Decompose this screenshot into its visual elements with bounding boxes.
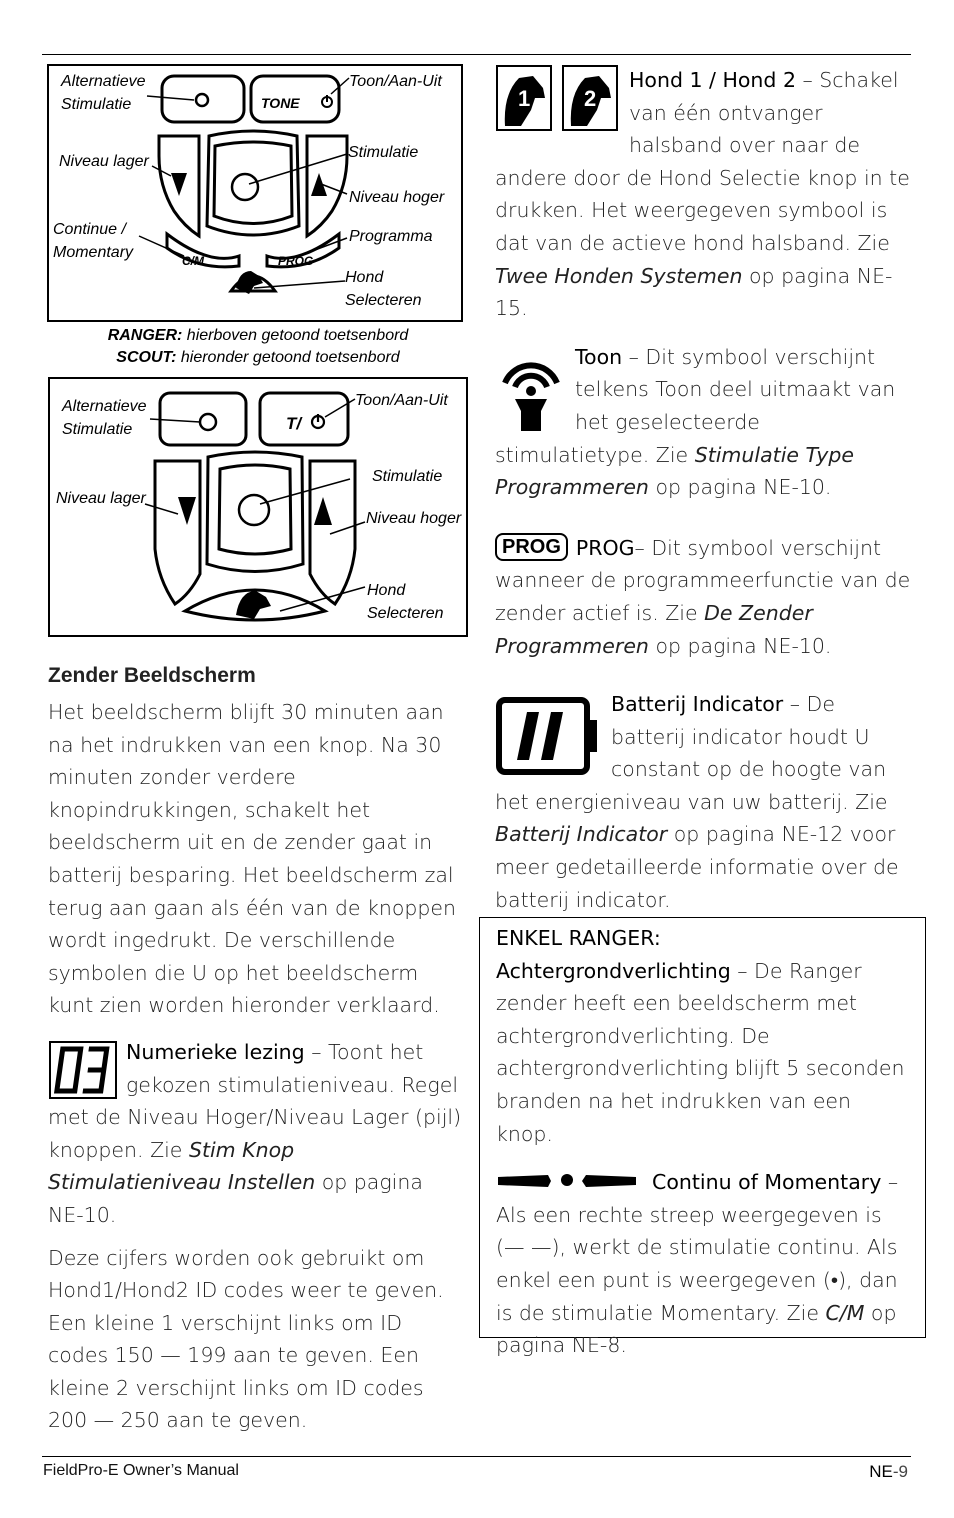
tone-paragraph: Toon – Dit symbool verschijnt telkens Toon deel uitmaakt van het geselecteerde stimulatietype. Zie Stimulatie Type Programmeren op pagina NE-10.: [495, 344, 896, 500]
ranger-only-box: [479, 917, 926, 1358]
section-heading: Zender Beeldscherm: [48, 664, 256, 687]
display-paragraph: Het beeldscherm blijft 30 minuten aan na het indrukken van een knop. Na 30 minuten zonder verdere knopindrukkingen, schakelt het beeldscherm uit en de zender gaat in batterij besparing. Het beeldscherm zal terug aan gaan als één van de knoppen wordt ingedrukt. De verschillende symbolen die U op het beeldscherm kunt zien worden hieronder verklaard.: [48, 700, 457, 1018]
numeric-term: Numerieke lezing: [126, 1039, 305, 1064]
scout-keypad-figure: [48, 377, 468, 637]
cm-ref: C/M: [825, 1300, 865, 1325]
scout-label-alt-stim: Alternatieve Stimulatie: [62, 398, 147, 438]
scout-label-tone: Toon/Aan-Uit: [355, 392, 448, 409]
cm-paragraph: Continu of Momentary – Als een rechte streep weergegeven is (— —), werkt de stimulatie continu. Als enkel een punt is weergegeven (•), dan is de stimulatie Momentary. Zie C/M op pagina NE-8.: [496, 1170, 899, 1358]
left-column: [48, 660, 464, 1437]
battery-ref: Batterij Indicator: [495, 822, 668, 847]
label-cm: Continue / Momentary: [53, 221, 134, 261]
ranger-keypad-figure: [47, 64, 463, 322]
footer-page-number: NE-9: [869, 1462, 908, 1481]
dog-ref: Twee Honden Systemen: [495, 263, 743, 288]
battery-icon: [495, 694, 603, 778]
scout-tone-key-label: T/: [286, 414, 302, 433]
dog-term: Hond 1 / Hond 2: [629, 68, 796, 92]
prog-term: PROG: [575, 535, 635, 560]
prog-paragraph: PROG PROG– Dit symbool verschijnt wanneer de programmeerfunctie van de zender actief is. Zie De Zender Programmeren op pagina NE-10.: [495, 532, 911, 662]
scout-label-level-up: Niveau hoger: [366, 510, 462, 527]
footer-manual-title: FieldPro-E Owner’s Manual: [43, 1462, 239, 1479]
label-stim: Stimulatie: [348, 144, 419, 161]
battery-term: Batterij Indicator: [611, 692, 784, 717]
tone-key-label: TONE: [261, 95, 300, 111]
label-dog: Hond Selecteren: [345, 269, 422, 309]
battery-paragraph: Batterij Indicator – De batterij indicator houdt U constant op de hoogte van het energieniveau van uw batterij. Zie Batterij Indicator op pagina NE-12 voor meer gedetailleerde informatie over de batterij indicator.: [495, 692, 899, 912]
cm-key-label: C/M: [182, 254, 204, 268]
tone-term: Toon: [575, 344, 623, 369]
svg-text:2: 2: [584, 86, 597, 111]
box-title: ENKEL RANGER:: [496, 926, 661, 950]
prog-ref: De Zender Programmeren: [495, 600, 813, 658]
tone-ref: Stimulatie Type Programmeren: [495, 442, 855, 500]
cm-indicator-icon: [496, 1171, 638, 1191]
label-alt-stim: Alternatieve Stimulatie: [61, 73, 146, 113]
numeric-display-icon: [48, 1040, 118, 1100]
prog-badge-icon: PROG: [495, 533, 568, 561]
top-rule: [42, 54, 911, 55]
right-column: [495, 64, 911, 916]
label-level-down: Niveau lager: [59, 153, 149, 170]
backlight-paragraph: Achtergrondverlichting – De Ranger zender heeft een beeldscherm met achtergrondverlichting. De achtergrondverlichting blijft 5 seconden branden na het indrukken van een knop.: [496, 958, 905, 1146]
label-prog: Programma: [349, 228, 433, 245]
bottom-rule: [42, 1456, 911, 1457]
scout-label-dog: Hond Selecteren: [367, 582, 444, 622]
dog-paragraph: 1 2 Hond 1 / Hond 2 – Schakel van één ontvanger halsband over naar de andere door de Hond Selectie knop in te drukken. Het weergegeven symbool is dat van de actieve hond halsband. Zie Twee Honden Systemen op pagina NE-15.: [495, 64, 911, 325]
label-tone: Toon/Aan-Uit: [349, 73, 442, 90]
label-level-up: Niveau hoger: [349, 189, 445, 206]
numeric-ref: Stim Knop Stimulatieniveau Instellen: [48, 1137, 316, 1195]
svg-text:1: 1: [518, 86, 531, 111]
numeric-reading-paragraph: Numerieke lezing – Toont het gekozen stimulatieniveau. Regel met de Niveau Hoger/Niveau Lager (pijl) knoppen. Zie Stim Knop Stimulatieniveau Instellen op pagina NE-10.: [48, 1039, 462, 1227]
prog-key-label: PROG: [278, 254, 314, 268]
keypad-caption: RANGER: hierboven getoond toetsenbord SCOUT: hieronder getoond toetsenbord: [107, 327, 409, 366]
dog-1-2-icon: [495, 64, 621, 132]
backlight-term: Achtergrondverlichting: [496, 958, 731, 983]
tone-icon: [495, 347, 567, 433]
cm-term: Continu of Momentary: [652, 1170, 882, 1195]
id-codes-paragraph: Deze cijfers worden ook gebruikt om Hond1/Hond2 ID codes weer te geven. Een kleine 1 verschijnt links om ID codes 150 — 199 aan te geven. Een kleine 2 verschijnt links om ID codes 200 — 250 aan te geven.: [48, 1245, 444, 1433]
scout-label-stim: Stimulatie: [372, 468, 443, 485]
scout-label-level-down: Niveau lager: [56, 490, 146, 507]
